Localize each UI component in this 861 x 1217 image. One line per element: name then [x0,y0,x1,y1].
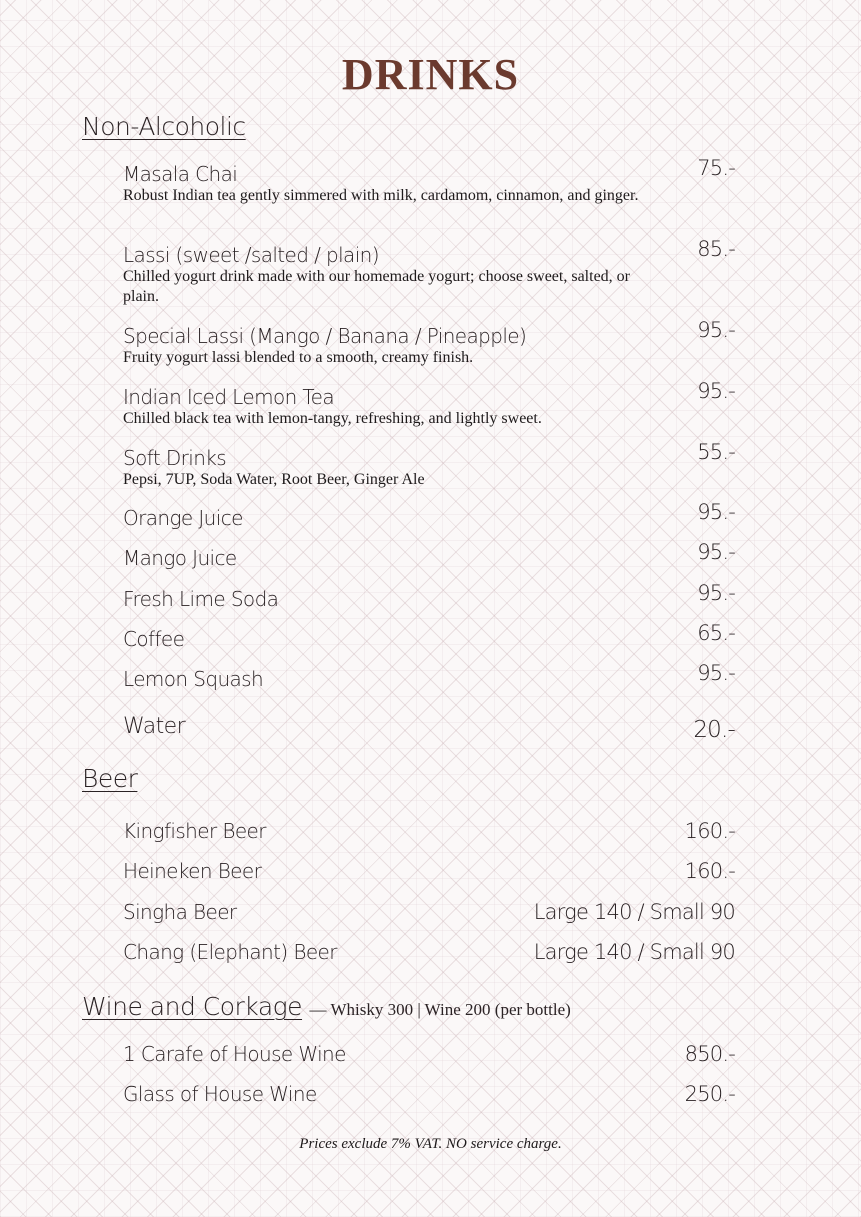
menu-item [123,621,735,651]
menu-item [123,900,735,924]
menu-item [123,819,735,843]
section-heading-wine [82,992,571,1025]
item-name: Fresh Lime Soda [123,587,279,611]
item-description: Chilled yogurt drink made with our homemade yogurt; choose sweet, salted, or plain. [123,268,630,305]
item-price: 95.- [697,661,735,685]
item-price: 160.- [684,859,735,883]
menu-item [123,156,735,206]
item-description: Fruity yogurt lassi blended to a smooth, creamy finish. [123,349,474,366]
menu-item [123,237,735,307]
item-price: 95.- [697,540,735,564]
item-price: 95.- [697,500,735,524]
menu-item [123,859,735,883]
item-price: 85.- [697,237,735,261]
menu-item [123,540,735,570]
item-price: Large 140 / Small 90 [533,940,735,964]
item-price: 850.- [684,1042,735,1066]
menu-item [123,581,735,611]
section-title: Non-Alcoholic [82,112,246,141]
vat-footer-note: Prices exclude 7% VAT. NO service charge. [299,1136,562,1152]
item-price: 55.- [697,440,735,464]
item-description: Chilled black tea with lemon-tangy, refreshing, and lightly sweet. [123,410,542,427]
item-name: Kingfisher Beer [123,819,266,843]
item-description: Pepsi, 7UP, Soda Water, Root Beer, Ginger Ale [123,471,425,488]
item-name: 1 Carafe of House Wine [123,1042,346,1066]
item-name: Masala Chai [123,162,238,186]
section-heading-non-alcoholic [82,112,246,142]
menu-item [123,1042,735,1066]
menu-item [123,500,735,530]
menu-item [123,379,735,429]
item-price: 95.- [697,581,735,605]
menu-title: DRINKS [341,50,520,99]
item-price: 95.- [697,318,735,342]
item-description: Robust Indian tea gently simmered with milk, cardamom, cinnamon, and ginger. [123,187,639,204]
item-name: Singha Beer [123,900,237,924]
item-name: Chang (Elephant) Beer [123,940,337,964]
corkage-note: — Whisky 300 | Wine 200 (per bottle) [309,1000,571,1019]
item-price: 250.- [684,1082,735,1106]
menu-item [123,661,735,691]
item-price: 95.- [697,379,735,403]
section-heading-beer [82,764,137,794]
item-price: 65.- [697,621,735,645]
menu-item [123,940,735,964]
item-name: Water [123,714,186,739]
menu-item [123,714,735,743]
menu-item [123,318,735,368]
item-name: Soft Drinks [123,446,227,470]
item-name: Lemon Squash [123,667,264,691]
item-price: 75.- [697,156,735,180]
item-name: Special Lassi (Mango / Banana / Pineapple) [123,324,527,348]
item-name: Mango Juice [123,546,237,570]
item-price: 20.- [693,717,735,743]
item-name: Heineken Beer [123,859,262,883]
menu-item [123,440,735,490]
item-name: Lassi (sweet /salted / plain) [123,243,379,267]
item-name: Orange Juice [123,506,243,530]
item-price: Large 140 / Small 90 [533,900,735,924]
item-name: Coffee [123,627,185,651]
menu-item [123,1082,735,1106]
section-title: Wine and Corkage [82,992,303,1021]
item-price: 160.- [684,819,735,843]
item-name: Indian Iced Lemon Tea [123,385,334,409]
section-title: Beer [82,764,138,793]
item-name: Glass of House Wine [123,1082,317,1106]
